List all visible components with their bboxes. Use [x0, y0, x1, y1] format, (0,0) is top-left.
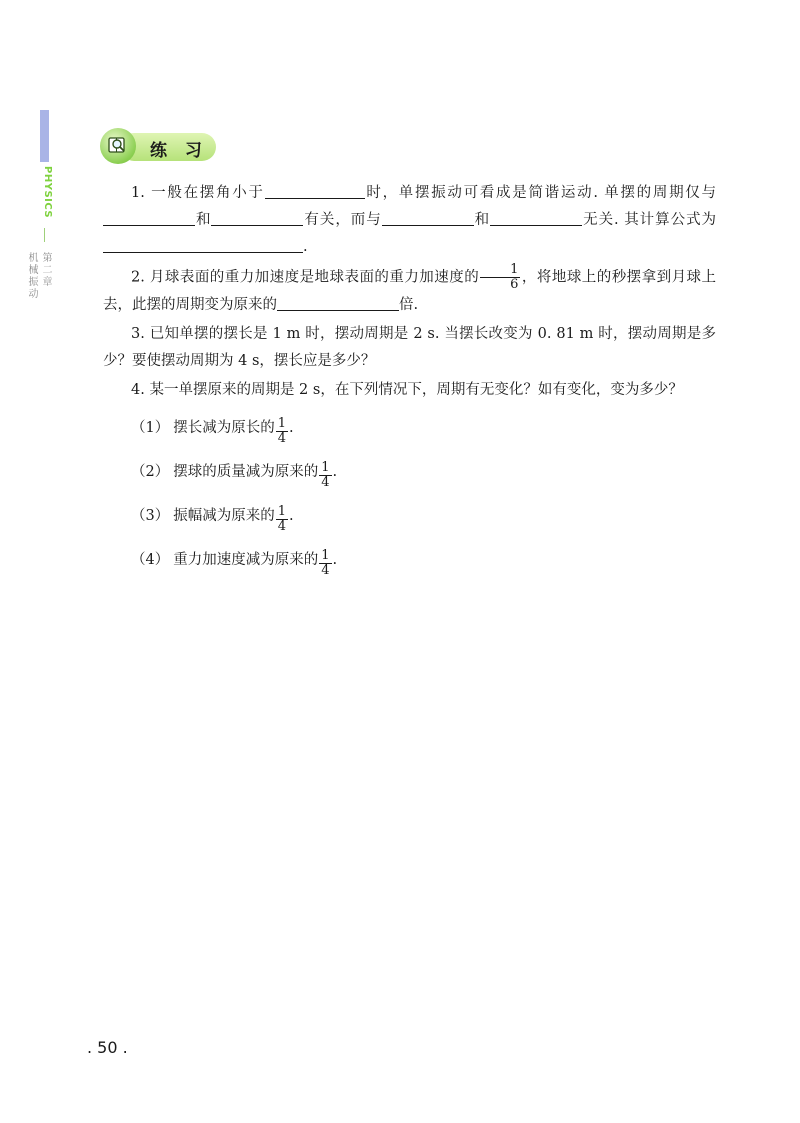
- margin-chapter-label: [26, 252, 52, 308]
- fraction-numerator: 1: [277, 416, 287, 431]
- header-circle: [100, 128, 136, 164]
- q4-text: 某一单摆原来的周期是 2 s，在下列情况下，周期有无变化？如有变化，变为多少？: [149, 382, 683, 398]
- item-end: .: [332, 464, 338, 480]
- fraction-denominator: 4: [321, 563, 330, 578]
- answer-blank[interactable]: [490, 210, 582, 226]
- question-4: [103, 377, 716, 404]
- q1-text-e: 和: [473, 212, 491, 228]
- q2-text-a: 月球表面的重力加速度是地球表面的重力加速度的: [149, 269, 480, 286]
- q3-number: 3.: [131, 326, 145, 342]
- q4-item-1: [103, 406, 716, 450]
- margin-chapter-number: 第二章: [40, 252, 51, 288]
- q4-item-4: [103, 538, 716, 582]
- q1-text-f: 无关. 其计算公式为: [582, 212, 717, 228]
- item-label: （3）: [131, 508, 170, 524]
- margin-chapter-title: 机械振动: [26, 252, 37, 300]
- fraction-denominator: 4: [277, 431, 287, 446]
- fraction-numerator: 1: [321, 460, 330, 475]
- q4-item-2: [103, 450, 716, 494]
- q1-text-g: .: [303, 239, 308, 255]
- fraction: [319, 549, 331, 578]
- answer-blank[interactable]: [103, 237, 303, 253]
- q1-number: 1.: [131, 185, 145, 201]
- q2-text-c: 倍.: [399, 297, 419, 313]
- fraction: [480, 263, 520, 292]
- q1-text-b: 时，单摆振动可看成是简谐运动. 单摆的周期仅与: [364, 185, 717, 201]
- exercise-header: [100, 128, 218, 164]
- margin-divider: [44, 228, 45, 242]
- answer-blank[interactable]: [277, 295, 399, 311]
- fraction: [319, 461, 331, 490]
- item-text: 振幅减为原来的: [173, 508, 275, 524]
- fraction-numerator: 1: [321, 548, 330, 563]
- margin-physics-tag: PHYSICS: [42, 166, 53, 219]
- item-label: （4）: [131, 552, 170, 568]
- answer-blank[interactable]: [382, 210, 474, 226]
- answer-blank[interactable]: [103, 210, 195, 226]
- fraction-denominator: 6: [510, 277, 519, 292]
- q1-text-c: 和: [195, 212, 212, 228]
- answer-blank[interactable]: [211, 210, 303, 226]
- question-2: [103, 263, 716, 319]
- fraction-denominator: 4: [321, 475, 330, 490]
- margin-color-bar: [40, 110, 49, 162]
- question-3: [103, 321, 716, 375]
- item-label: （1）: [131, 420, 170, 436]
- exercise-title: 练 习: [150, 141, 208, 161]
- fraction: [276, 417, 288, 446]
- magnifier-book-icon: [106, 134, 130, 158]
- item-text: 摆球的质量减为原来的: [173, 464, 319, 480]
- q4-number: 4.: [131, 382, 145, 398]
- question-1: [103, 180, 716, 261]
- q2-text-b: ，将地球上的秒摆拿到月球上去，此摆的周期变为原来的: [103, 269, 717, 313]
- item-end: .: [332, 552, 338, 568]
- fraction-denominator: 4: [277, 519, 287, 534]
- q2-number: 2.: [131, 269, 145, 286]
- q4-item-3: [103, 494, 716, 538]
- q1-text-d: 有关，而与: [303, 212, 382, 228]
- item-text: 重力加速度减为原来的: [173, 552, 319, 568]
- q3-text: 已知单摆的摆长是 1 m 时，摆动周期是 2 s. 当摆长改变为 0. 81 m 时，摆动周期是多少？要使摆动周期为 4 s，摆长应是多少？: [103, 326, 717, 369]
- item-text: 摆长减为原长的: [173, 420, 275, 436]
- fraction-numerator: 1: [277, 504, 287, 519]
- item-end: .: [289, 508, 294, 524]
- item-end: .: [289, 420, 294, 436]
- q1-text-a: 一般在摆角小于: [151, 185, 265, 201]
- item-label: （2）: [131, 464, 170, 480]
- page-number: . 50 .: [87, 1038, 128, 1057]
- answer-blank[interactable]: [265, 183, 365, 199]
- exercise-content: [103, 180, 716, 582]
- fraction-numerator: 1: [480, 263, 520, 278]
- fraction: [276, 505, 288, 534]
